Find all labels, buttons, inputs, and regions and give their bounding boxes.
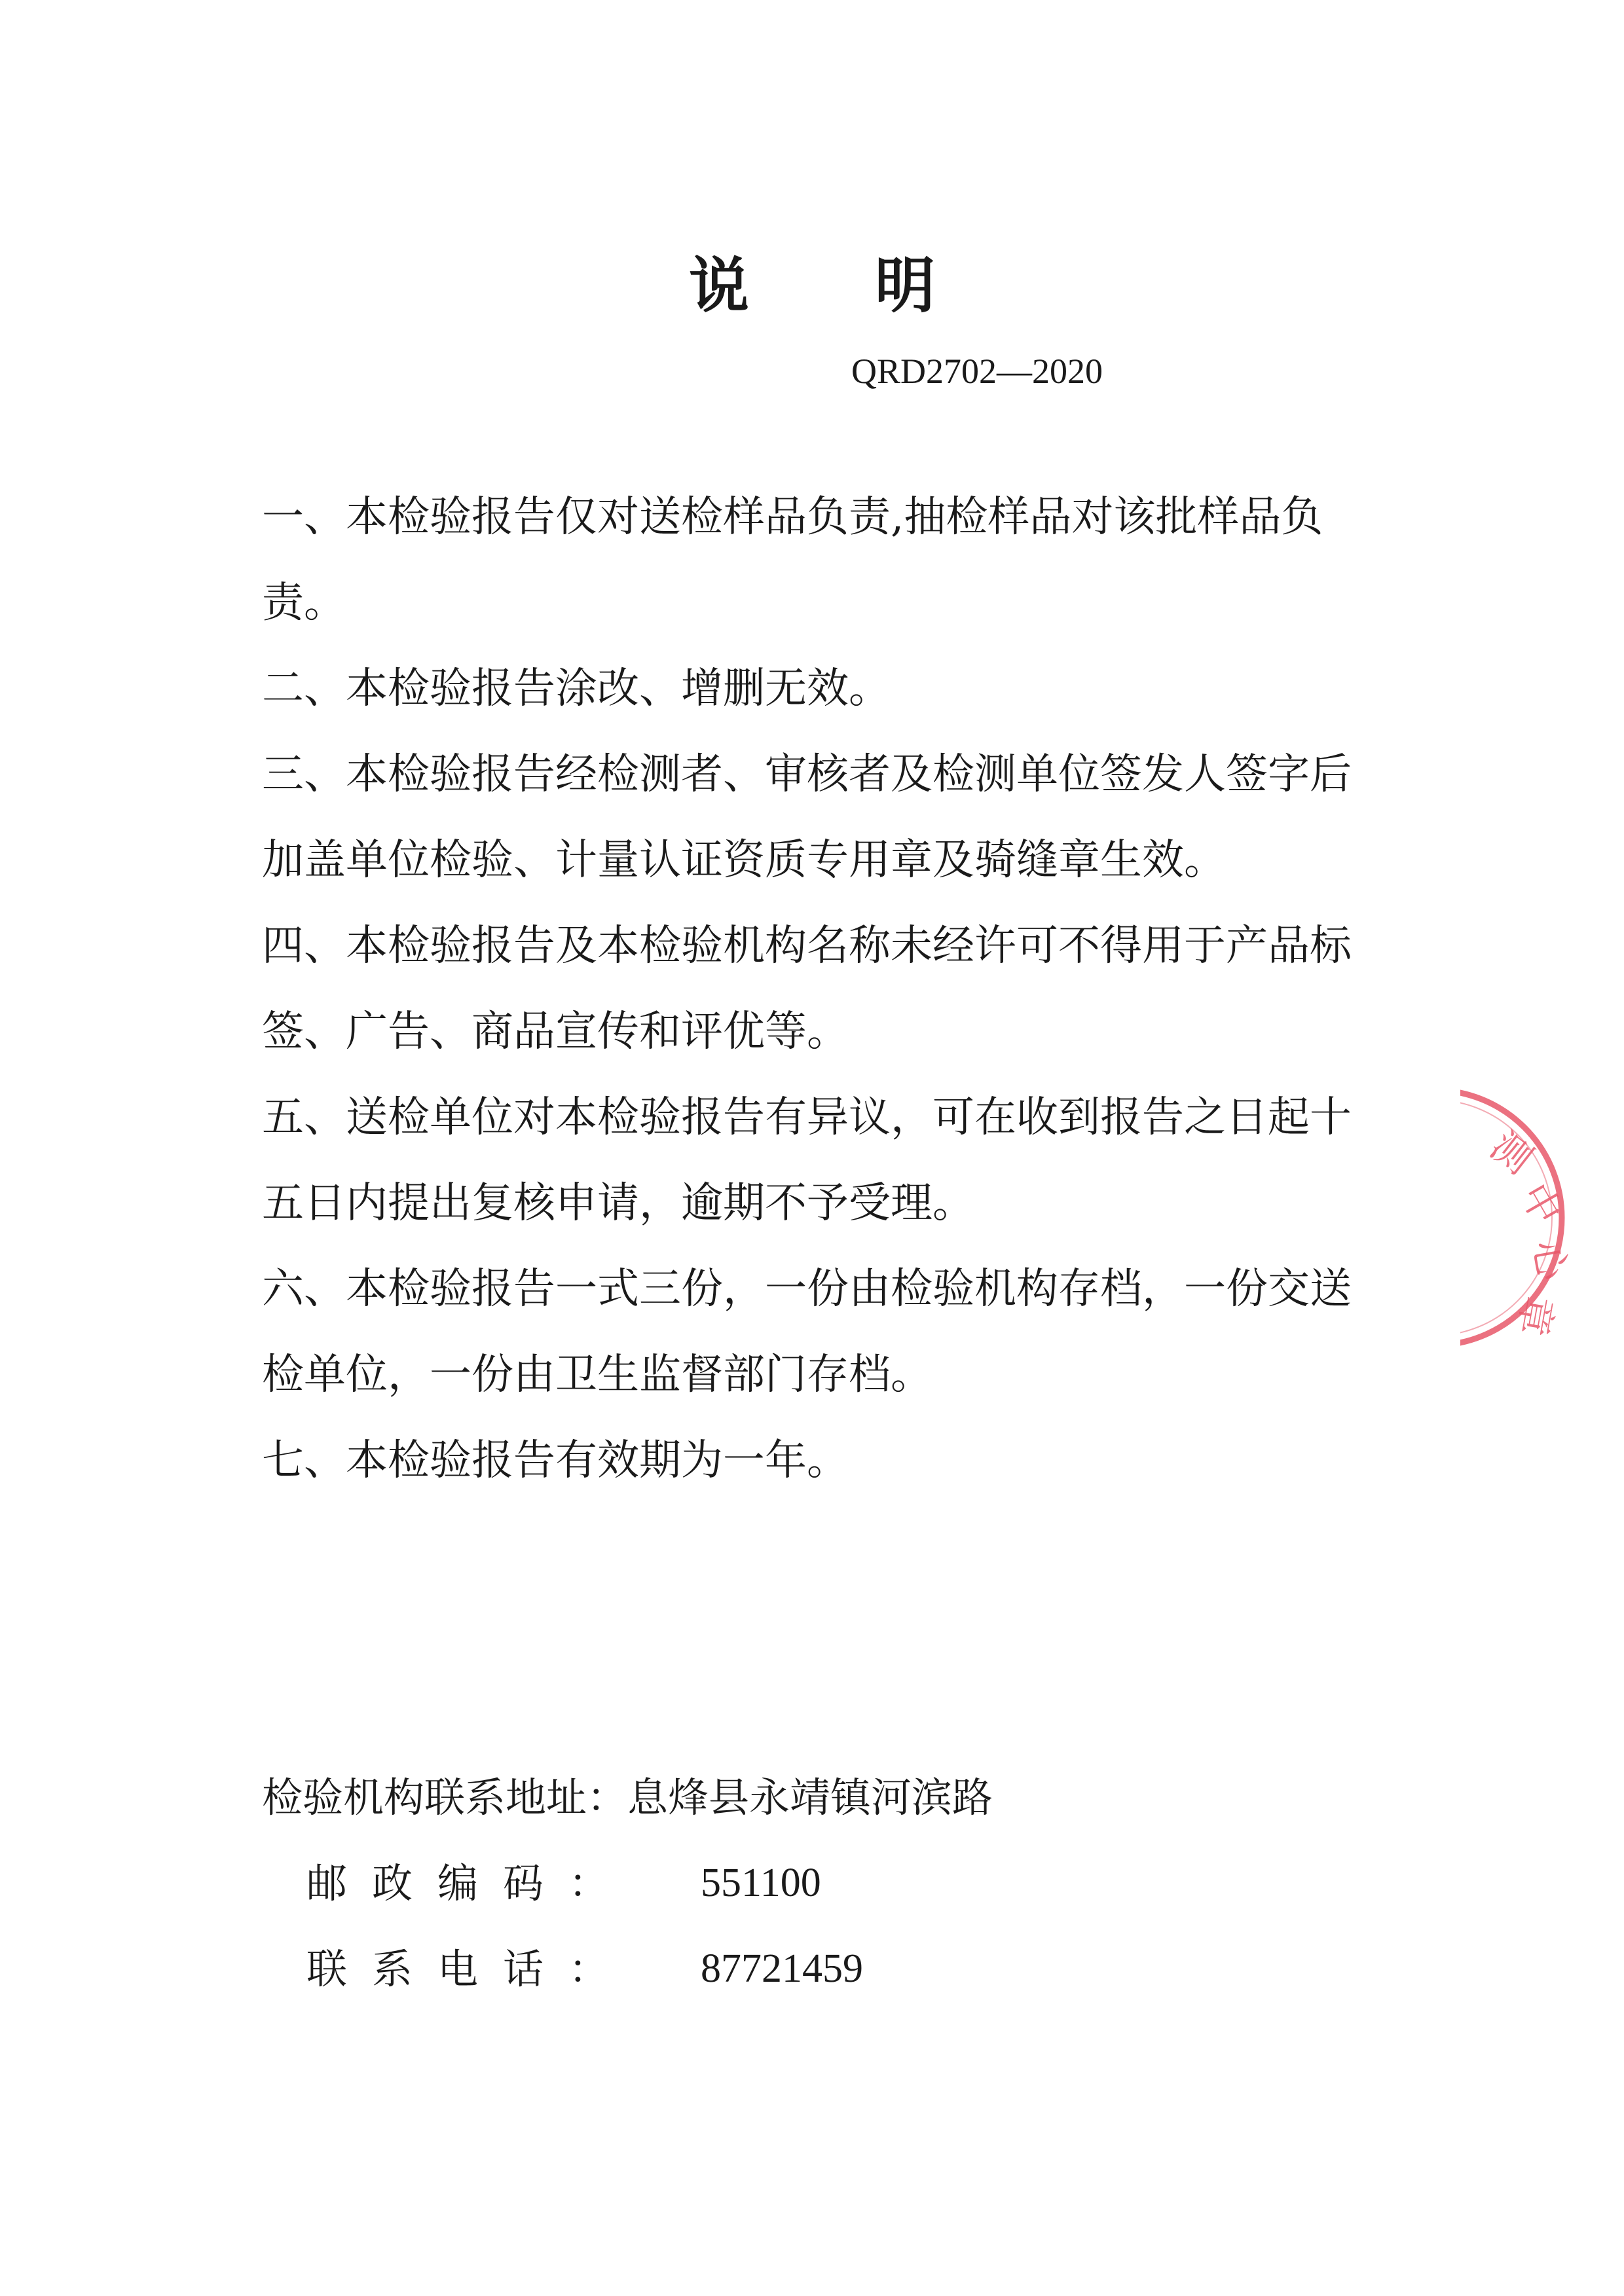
- clause-list: [262, 475, 1382, 1504]
- phone-value: 87721459: [701, 1946, 863, 1991]
- page-title: 说 明: [688, 251, 988, 321]
- clause-item: 六、本检验报告一式三份，一份由检验机构存档，一份交送检单位，一份由卫生监督部门存档。: [262, 1265, 1352, 1399]
- contact-postal-row: [262, 1840, 1375, 1926]
- postal-code-value: 551100: [701, 1861, 821, 1905]
- contact-phone-row: [262, 1926, 1375, 2012]
- clause-item: 五、送检单位对本检验报告有异议，可在收到报告之日起十五日内提出复核申请，逾期不予受理。: [262, 1093, 1352, 1228]
- clause-item: 七、本检验报告有效期为一年。: [262, 1436, 849, 1485]
- document-code: QRD2702—2020: [851, 352, 1103, 391]
- svg-text:中: 中: [1511, 1175, 1570, 1233]
- contact-address-row: [262, 1755, 1375, 1840]
- phone-label: 联系电话：: [306, 1945, 635, 1993]
- clause-item: 一、本检验报告仅对送检样品负责,抽检样品对该批样品负责。: [262, 493, 1323, 627]
- svg-text:心: 心: [1523, 1237, 1576, 1284]
- clause-item: 四、本检验报告及本检验机构名称未经许可不得用于产品标签、广告、商品宣传和评优等。: [262, 922, 1352, 1056]
- postal-code-label: 邮政编码：: [306, 1859, 635, 1907]
- clause-item: 三、本检验报告经检测者、审核者及检测单位签发人签字后加盖单位检验、计量认证资质专用章及骑缝章生效。: [262, 750, 1352, 884]
- clause-item: 二、本检验报告涂改、增删无效。: [262, 665, 891, 713]
- svg-text:测: 测: [1481, 1123, 1541, 1184]
- official-seal-stamp: [1460, 1074, 1624, 1362]
- contact-address: 检验机构联系地址：息烽县永靖镇河滨路: [262, 1774, 993, 1821]
- contact-block: [262, 1755, 1375, 2012]
- svg-text:章: 章: [1509, 1292, 1561, 1339]
